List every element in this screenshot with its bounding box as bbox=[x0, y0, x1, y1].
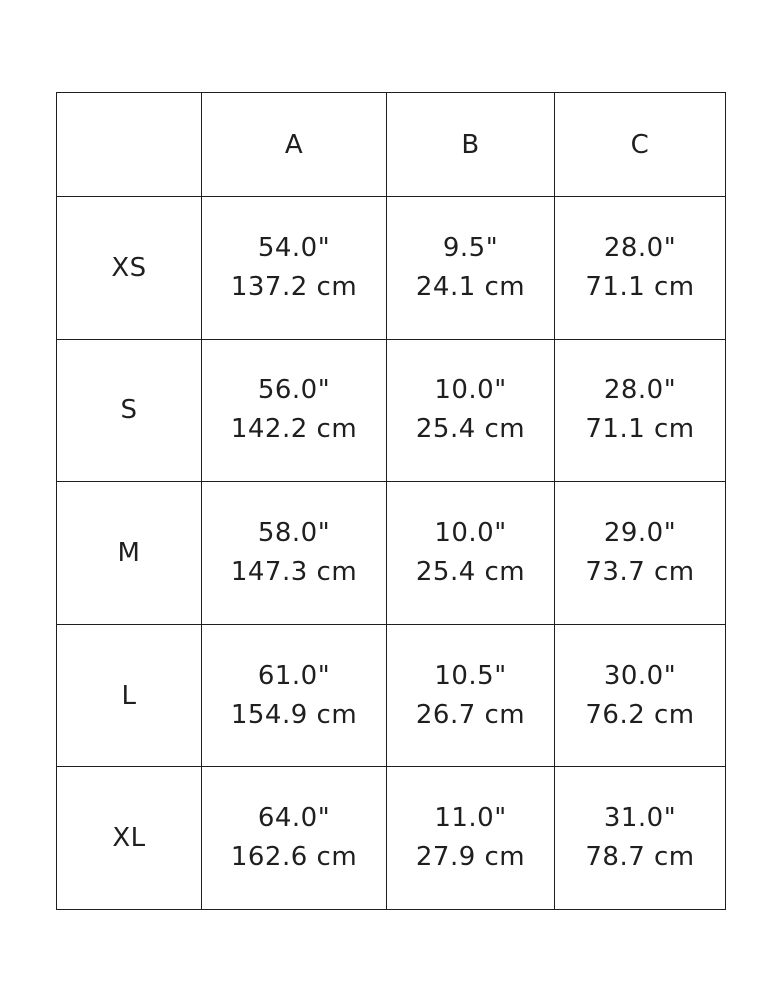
table-row bbox=[57, 624, 726, 767]
inch-value: 10.0" bbox=[434, 517, 507, 548]
inch-value: 10.0" bbox=[434, 375, 507, 406]
cm-value: 27.9 cm bbox=[415, 842, 526, 873]
measurement-cell bbox=[387, 482, 555, 625]
measurement-cell bbox=[555, 624, 726, 767]
inch-value: 28.0" bbox=[603, 232, 677, 263]
measurement-cell bbox=[387, 624, 555, 767]
size-label: XL bbox=[112, 823, 146, 854]
cm-value: 162.6 cm bbox=[230, 842, 358, 873]
cm-value: 26.7 cm bbox=[415, 699, 526, 730]
cm-value: 73.7 cm bbox=[585, 556, 695, 587]
inch-value: 9.5" bbox=[442, 232, 499, 263]
cm-value: 154.9 cm bbox=[230, 699, 358, 730]
column-header-label: C bbox=[630, 129, 650, 160]
inch-value: 61.0" bbox=[257, 660, 331, 691]
cm-value: 76.2 cm bbox=[585, 699, 695, 730]
size-label: XS bbox=[111, 252, 147, 283]
cm-value: 71.1 cm bbox=[585, 271, 695, 302]
measurement-cell bbox=[555, 482, 726, 625]
column-header-b bbox=[387, 93, 555, 197]
cm-value: 25.4 cm bbox=[415, 556, 526, 587]
size-cell bbox=[57, 197, 202, 340]
cm-value: 24.1 cm bbox=[415, 271, 526, 302]
size-cell bbox=[57, 482, 202, 625]
size-label: S bbox=[120, 395, 138, 426]
column-header-c bbox=[555, 93, 726, 197]
measurement-cell bbox=[555, 339, 726, 482]
measurement-cell bbox=[202, 624, 387, 767]
measurement-cell bbox=[555, 767, 726, 910]
column-header-a bbox=[202, 93, 387, 197]
corner-cell bbox=[57, 93, 202, 197]
cm-value: 137.2 cm bbox=[230, 271, 358, 302]
size-cell bbox=[57, 624, 202, 767]
inch-value: 30.0" bbox=[603, 660, 677, 691]
measurement-cell bbox=[387, 767, 555, 910]
measurement-cell bbox=[387, 197, 555, 340]
cm-value: 78.7 cm bbox=[585, 842, 695, 873]
size-cell bbox=[57, 339, 202, 482]
column-header-label: B bbox=[461, 129, 480, 160]
size-cell bbox=[57, 767, 202, 910]
table-row bbox=[57, 197, 726, 340]
inch-value: 11.0" bbox=[434, 803, 507, 834]
inch-value: 58.0" bbox=[257, 517, 331, 548]
inch-value: 10.5" bbox=[434, 660, 507, 691]
cm-value: 142.2 cm bbox=[230, 414, 358, 445]
measurement-cell bbox=[202, 197, 387, 340]
inch-value: 31.0" bbox=[603, 803, 677, 834]
size-label: M bbox=[117, 537, 141, 568]
inch-value: 64.0" bbox=[257, 803, 331, 834]
cm-value: 147.3 cm bbox=[230, 556, 358, 587]
measurement-cell bbox=[555, 197, 726, 340]
inch-value: 28.0" bbox=[603, 375, 677, 406]
size-label: L bbox=[121, 680, 137, 711]
measurement-cell bbox=[202, 339, 387, 482]
table-row bbox=[57, 339, 726, 482]
measurement-cell bbox=[202, 482, 387, 625]
inch-value: 54.0" bbox=[257, 232, 331, 263]
measurement-cell bbox=[202, 767, 387, 910]
inch-value: 56.0" bbox=[257, 375, 331, 406]
size-chart-table bbox=[56, 92, 726, 910]
table-row bbox=[57, 482, 726, 625]
header-row bbox=[57, 93, 726, 197]
table-row bbox=[57, 767, 726, 910]
column-header-label: A bbox=[284, 129, 304, 160]
measurement-cell bbox=[387, 339, 555, 482]
cm-value: 71.1 cm bbox=[585, 414, 695, 445]
inch-value: 29.0" bbox=[603, 517, 677, 548]
cm-value: 25.4 cm bbox=[415, 414, 526, 445]
